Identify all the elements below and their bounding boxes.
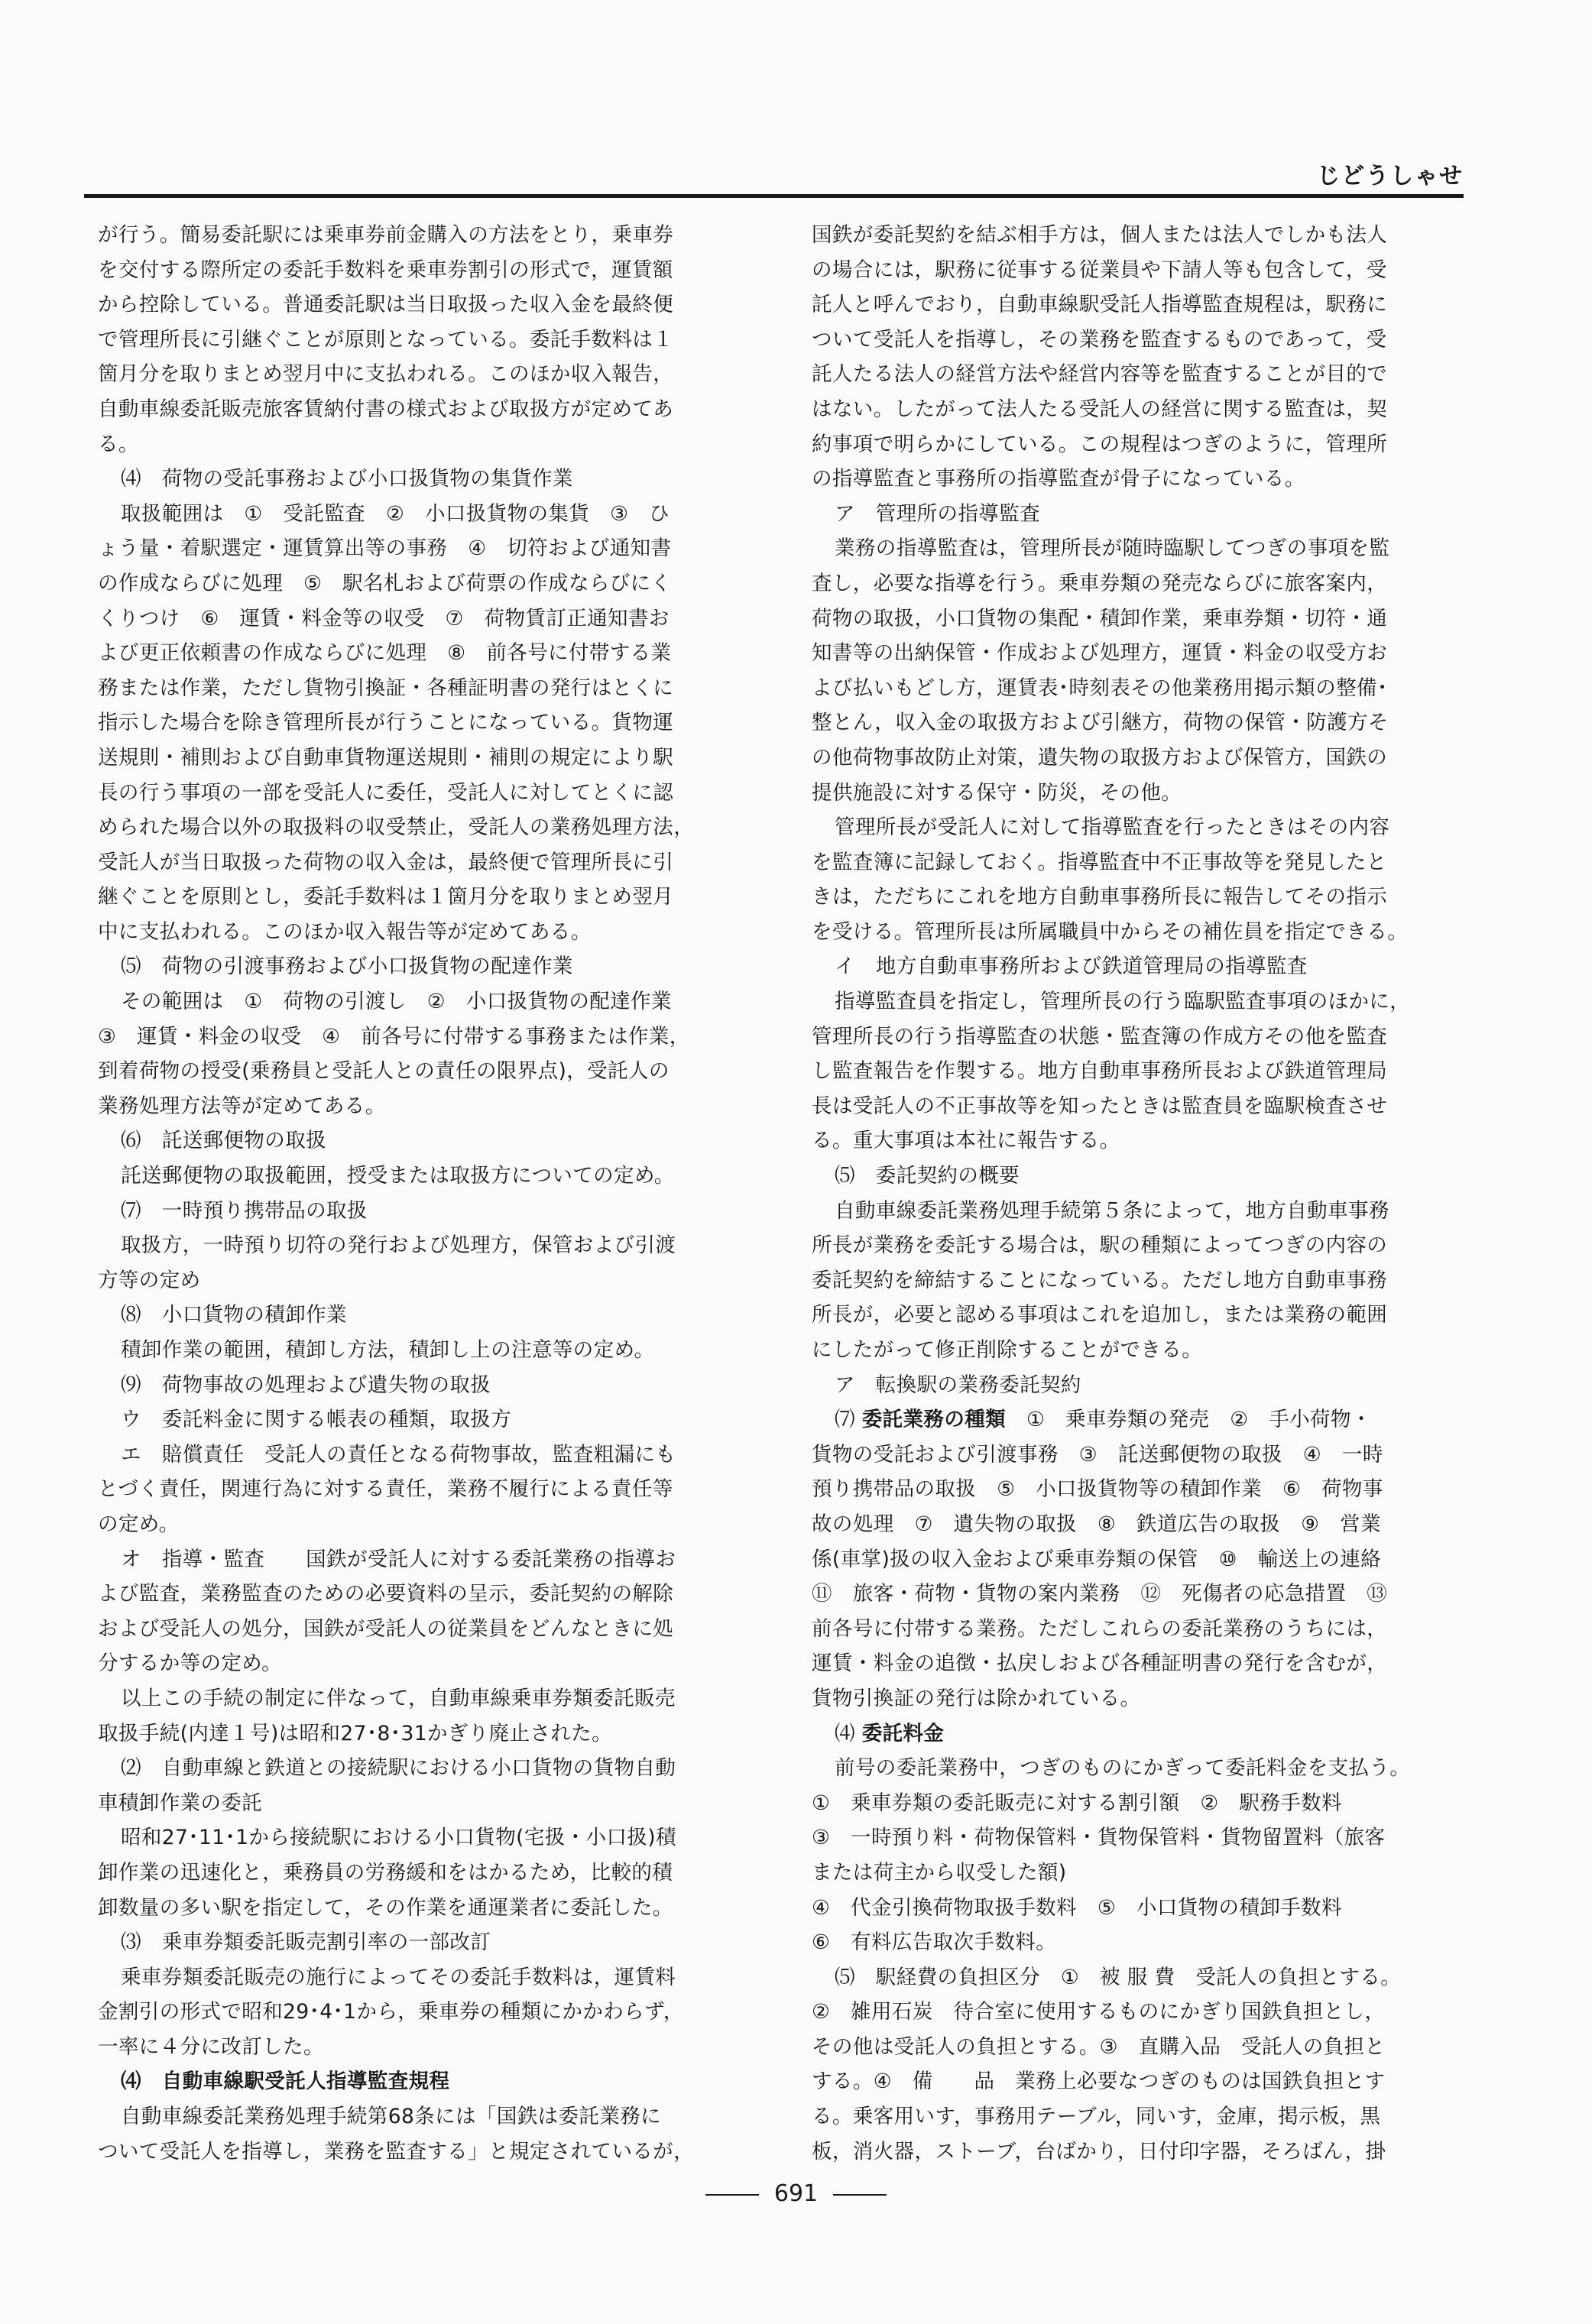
line-text: エ 賠償責任 受託人の責任となる荷物事故，監査粗漏にも (121, 1442, 676, 1467)
line-text: ウ 委託料金に関する帳表の種類，取扱方 (121, 1408, 512, 1432)
text-line (812, 636, 1484, 671)
text-line (812, 462, 1484, 497)
text-line (98, 601, 782, 637)
section-heading (98, 1751, 782, 1786)
text-line (812, 1542, 1484, 1577)
text-line (98, 880, 782, 915)
line-text: が行う。簡易委託駅には乗車券前金購入の方法をとり，乗車券 (98, 223, 674, 247)
text-line (812, 2134, 1484, 2170)
text-line (812, 984, 1484, 1019)
line-text: ② 雑用石炭 待合室に使用するものにかぎり国鉄負担とし， (812, 2000, 1386, 2024)
line-text: 自動車線委託販売旅客賃納付書の様式および取扱方が定めてあ (98, 397, 674, 421)
line-text: 前号の委託業務中，つぎのものにかぎって委託料金を支払う。 (835, 1756, 1411, 1781)
section-heading (812, 949, 1484, 984)
line-text: はない。したがって法人たる受託人の経営に関する監査は，契 (812, 397, 1388, 421)
text-line (98, 1612, 782, 1647)
line-text: 係(車掌)扱の収入金および乗車券類の保管 ⑩ 輸送上の連絡 (812, 1547, 1382, 1571)
line-text: 提供施設に対する保守・防災，その他。 (812, 780, 1182, 805)
text-line (98, 741, 782, 776)
line-text: ⑪ 旅客・荷物・貨物の案内業務 ⑫ 死傷者の応急措置 ⑬ (812, 1582, 1388, 1606)
right-column (812, 218, 1484, 2169)
text-line (812, 1925, 1484, 1960)
section-heading (812, 1960, 1484, 1995)
line-text: ⑷ 委託料金 (835, 1721, 945, 1745)
text-line (812, 1786, 1484, 1821)
line-text: の作成ならびに処理 ⑤ 駅名札および荷票の作成ならびにく (98, 571, 672, 595)
text-line (812, 2030, 1484, 2065)
text-line (98, 1228, 782, 1263)
line-text: ① 乗車券類の委託販売に対する割引額 ② 駅務手数料 (812, 1791, 1342, 1815)
text-line (812, 1333, 1484, 1368)
line-text: 査し，必要な指導を行う。乗車券類の発売ならびに旅客案内， (812, 571, 1388, 595)
line-text: ついて受託人を指導し，その業務を監査するものであって，受 (812, 327, 1387, 352)
text-line (98, 287, 782, 323)
text-line (98, 705, 782, 741)
text-line (98, 1472, 782, 1507)
line-text: 約事項で明らかにしている。この規程はつぎのように，管理所 (812, 432, 1388, 456)
text-line (812, 531, 1484, 566)
line-text: ⑵ 自動車線と鉄道との接続駅における小口貨物の貨物自動 (121, 1756, 676, 1781)
text-line (812, 1298, 1484, 1333)
text-line (98, 218, 782, 253)
line-text: 託人たる法人の経営方法や経営内容等を監査することが目的で (812, 362, 1388, 387)
running-title: じどうしゃせ (1317, 163, 1464, 190)
text-line (812, 601, 1484, 637)
line-text: 指示した場合を除き管理所長が行うことになっている。貨物運 (98, 711, 674, 735)
text-line (812, 1612, 1484, 1647)
text-line (812, 1019, 1484, 1055)
text-line (812, 1820, 1484, 1856)
text-line (812, 1751, 1484, 1786)
section-heading (812, 1716, 1484, 1752)
text-line (812, 1438, 1484, 1473)
line-text: 箇月分を取りまとめ翌月中に支払われる。このほか収入報告， (98, 362, 674, 387)
line-text: 預り携帯品の取扱 ⑤ 小口扱貨物等の積卸作業 ⑥ 荷物事 (812, 1477, 1383, 1502)
text-line (812, 810, 1484, 845)
text-line (98, 323, 782, 358)
line-text: の指導監査と事務所の指導監査が骨子になっている。 (812, 467, 1305, 491)
line-text: ⑷ 荷物の受託事務および小口扱貨物の集貨作業 (121, 467, 573, 491)
line-text: し監査報告を作製する。地方自動車事務所長および鉄道管理局 (812, 1059, 1388, 1084)
line-text: ア 転換駅の業務委託契約 (835, 1373, 1081, 1397)
line-text: 所長が業務を委託する場合は，駅の種類によってつぎの内容の (812, 1233, 1388, 1258)
section-heading (98, 1123, 782, 1159)
text-line (812, 1089, 1484, 1124)
line-text: その範囲は ① 荷物の引渡し ② 小口扱貨物の配達作業 (121, 990, 672, 1014)
section-heading (98, 1438, 782, 1473)
line-text: ⑶ 乗車券類委託販売割引率の一部改訂 (121, 1930, 491, 1955)
line-text: 取扱範囲は ① 受託監査 ② 小口扱貨物の集貨 ③ ひ (121, 501, 670, 526)
section-heading (812, 1402, 1484, 1438)
line-text: 管理所長の行う指導監査の状態・監査簿の作成方その他を監査 (812, 1024, 1388, 1049)
text-line (812, 1054, 1484, 1089)
text-line (98, 357, 782, 392)
section-heading (98, 1368, 782, 1403)
line-text: 知書等の出納保管・作成および処理方，運賃・料金の収受方お (812, 641, 1388, 666)
text-line (812, 566, 1484, 601)
text-line (812, 671, 1484, 706)
line-text: ⑸ 駅経費の負担区分 ① 被 服 費 受託人の負担とする。 (835, 1965, 1402, 1989)
line-text: する。④ 備 品 業務上必要なつぎのものは国鉄負担とす (812, 2070, 1386, 2094)
line-text: または荷主から収受した額) (812, 1860, 1067, 1885)
text-line (98, 253, 782, 288)
line-text: ア 管理所の指導監査 (835, 501, 1040, 526)
page-number-dash-left (705, 2194, 759, 2196)
text-line (812, 2064, 1484, 2099)
line-text: 前各号に付帯する業務。ただしこれらの委託業務のうちには， (812, 1616, 1388, 1641)
line-text: 長の行う事項の一部を受託人に委任，受託人に対してとくに認 (98, 780, 674, 805)
text-line (812, 1891, 1484, 1926)
line-text: ついて受託人を指導し，業務を監査する」と規定されているが， (98, 2139, 695, 2164)
line-text: 車積卸作業の委託 (98, 1791, 263, 1815)
line-text: 中に支払われる。このほか収入報告等が定めてある。 (98, 919, 592, 944)
line-text: 自動車線委託業務処理手続第５条によって，地方自動車事務 (835, 1198, 1389, 1223)
text-line (812, 1995, 1484, 2030)
line-text: の他荷物事故防止対策，遺失物の取扱方および保管方，国鉄の (812, 745, 1388, 770)
left-column (98, 218, 782, 2169)
text-line (98, 427, 782, 462)
line-text: 業務処理方法等が定めてある。 (98, 1094, 386, 1118)
line-text: 委託契約を締結することになっている。ただし地方自動車事務 (812, 1268, 1388, 1292)
section-heading (98, 1194, 782, 1229)
text-line (812, 218, 1484, 253)
line-text: ③ 運賃・料金の収受 ④ 前各号に付帯する事務または作業， (98, 1024, 690, 1049)
text-line (98, 1856, 782, 1891)
text-line (98, 984, 782, 1019)
text-line (98, 810, 782, 845)
line-text: の定め。 (98, 1512, 180, 1536)
line-text: められた場合以外の取扱料の収受禁止，受託人の業務処理方法， (98, 815, 695, 840)
text-line (98, 636, 782, 671)
line-text: オ 指導・監査 国鉄が受託人に対する委託業務の指導お (121, 1547, 676, 1571)
text-line (812, 287, 1484, 323)
line-text: ょう量・着駅選定・運賃算出等の事務 ④ 切符および通知書 (98, 536, 672, 561)
line-text: 金割引の形式で昭和29･4･1から，乗車券の種類にかかわらず， (98, 2000, 684, 2024)
text-line (98, 1716, 782, 1752)
line-text: よび更正依頼書の作成ならびに処理 ⑧ 前各号に付帯する業 (98, 641, 672, 666)
line-text: で管理所長に引継ぐことが原則となっている。委託手数料は１ (98, 327, 674, 352)
line-text: ⑺ 一時預り携帯品の取扱 (121, 1198, 368, 1223)
text-line (98, 1507, 782, 1542)
line-text: を監査簿に記録しておく。指導監査中不正事故等を発見したと (812, 850, 1387, 874)
text-line (812, 253, 1484, 288)
page-number: 691 (773, 2180, 819, 2207)
page-footer (0, 2180, 1592, 2207)
text-line (98, 776, 782, 811)
text-line (812, 1856, 1484, 1891)
line-text: 整とん，収入金の取扱方および引継方，荷物の保管・防護方そ (812, 711, 1389, 735)
line-text: 板，消火器，ストーブ，台ばかり，日付印字器，そろばん，掛 (812, 2139, 1386, 2164)
section-heading (98, 1925, 782, 1960)
text-line (812, 845, 1484, 880)
line-text: から控除している。普通委託駅は当日取扱った収入金を最終便 (98, 293, 674, 317)
text-line (812, 1507, 1484, 1542)
line-text: その他は受託人の負担とする。③ 直購入品 受託人の負担と (812, 2034, 1386, 2059)
text-line (812, 1681, 1484, 1716)
text-line (812, 1472, 1484, 1507)
line-text: 長は受託人の不正事故等を知ったときは監査員を臨駅検査させ (812, 1094, 1388, 1118)
text-line (98, 1995, 782, 2030)
line-text: 卸数量の多い駅を指定して，その作業を通運業者に委託した。 (98, 1895, 673, 1920)
line-text: 託人と呼んでおり，自動車線駅受託人指導監査規程は，駅務に (812, 293, 1388, 317)
text-line (812, 1577, 1484, 1612)
text-line (812, 1123, 1484, 1159)
line-text: 分するか等の定め。 (98, 1651, 283, 1676)
text-line (98, 566, 782, 601)
text-line (812, 1228, 1484, 1263)
line-text: 一率に４分に改訂した。 (98, 2034, 324, 2059)
line-text: ④ 代金引換荷物取扱手数料 ⑤ 小口貨物の積卸手数料 (812, 1895, 1342, 1920)
line-text: 託送郵便物の取扱範囲，授受または取扱方についての定め。 (121, 1164, 675, 1188)
line-text: 取扱手続(内達１号)は昭和27･8･31かぎり廃止された。 (98, 1721, 613, 1745)
line-text: 昭和27･11･1から接続駅における小口貨物(宅扱・小口扱)積 (121, 1826, 676, 1850)
section-heading (812, 497, 1484, 532)
text-line (812, 427, 1484, 462)
text-line (98, 1681, 782, 1716)
text-line (98, 845, 782, 880)
line-text: の場合には，駅務に従事する従業員や下請人等も包含して，受 (812, 258, 1387, 282)
text-line (812, 1194, 1484, 1229)
line-text: および受託人の処分，国鉄が受託人の従業員をどんなときに処 (98, 1616, 674, 1641)
text-line (98, 1646, 782, 1681)
line-text: ⑥ 有料広告取次手数料。 (812, 1930, 1057, 1955)
text-line (98, 2099, 782, 2134)
line-text: を交付する際所定の委託手数料を乗車券割引の形式で，運賃額 (98, 258, 673, 282)
text-line (98, 1577, 782, 1612)
line-text: 貨物引換証の発行は除かれている。 (812, 1686, 1141, 1710)
line-text: 管理所長が受託人に対して指導監査を行ったときはその内容 (835, 815, 1390, 840)
line-text: を受ける。管理所長は所属職員中からその補佐員を指定できる。 (812, 919, 1409, 944)
text-line (812, 880, 1484, 915)
line-text: 継ぐことを原則とし，委託手数料は１箇月分を取りまとめ翌月 (98, 885, 674, 909)
text-line (98, 1054, 782, 1089)
text-line (98, 915, 782, 950)
text-line (812, 741, 1484, 776)
line-text: イ 地方自動車事務所および鉄道管理局の指導監査 (835, 955, 1308, 979)
text-line (812, 915, 1484, 950)
line-text: 受託人が当日取扱った荷物の収入金は，最終便で管理所長に引 (98, 850, 674, 874)
page-number-dash-right (833, 2194, 887, 2196)
line-text: ⑺ 委託業務の種類 ① 乗車券類の発売 ② 手小荷物・ (835, 1408, 1372, 1432)
text-line (98, 1019, 782, 1055)
line-text: ⑹ 託送郵便物の取扱 (121, 1129, 326, 1153)
text-line (98, 1786, 782, 1821)
line-text: 業務の指導監査は，管理所長が随時臨駅してつぎの事項を監 (835, 536, 1390, 561)
text-line (98, 1333, 782, 1368)
text-line (812, 392, 1484, 427)
line-text: る。乗客用いす，事務用テーブル，同いす，金庫，掲示板，黒 (812, 2105, 1381, 2129)
text-line (812, 776, 1484, 811)
line-text: ⑷ 自動車線駅受託人指導監査規程 (121, 2070, 450, 2094)
section-heading (98, 2064, 782, 2099)
line-text: きは，ただちにこれを地方自動車事務所長に報告してその指示 (812, 885, 1388, 909)
text-line (98, 2030, 782, 2065)
text-line (98, 671, 782, 706)
line-text: くりつけ ⑥ 運賃・料金等の収受 ⑦ 荷物賃訂正通知書お (98, 606, 670, 630)
section-heading (98, 1402, 782, 1438)
text-line (812, 1263, 1484, 1298)
line-text: 務または作業，ただし貨物引換証・各種証明書の発行はとくに (98, 676, 674, 700)
text-line (98, 392, 782, 427)
line-text: 運賃・料金の追徴・払戻しおよび各種証明書の発行を含むが， (812, 1651, 1388, 1676)
line-text: る。重大事項は本社に報告する。 (812, 1129, 1120, 1153)
line-text: よび払いもどし方，運賃表･時刻表その他業務用掲示類の整備･ (812, 676, 1388, 700)
bold-term: 委託業務の種類 (861, 1408, 1007, 1432)
line-text: 取扱方，一時預り切符の発行および処理方，保管および引渡 (121, 1233, 676, 1258)
text-line (98, 1891, 782, 1926)
line-text: 卸作業の迅速化と，乗務員の労務緩和をはかるため，比較的積 (98, 1860, 673, 1885)
line-text: 指導監査員を指定し，管理所長の行う臨駅監査事項のほかに， (835, 990, 1411, 1014)
line-text: 所長が，必要と認める事項はこれを追加し，または業務の範囲 (812, 1303, 1388, 1327)
section-heading (98, 462, 782, 497)
section-heading (98, 949, 782, 984)
text-line (98, 531, 782, 566)
section-heading (98, 1298, 782, 1333)
text-line (98, 2134, 782, 2170)
line-text: とづく責任，関連行為に対する責任，業務不履行による責任等 (98, 1477, 673, 1502)
bold-term: 委託料金 (861, 1721, 945, 1745)
line-text: ⑸ 委託契約の概要 (835, 1164, 1020, 1188)
text-line (98, 1263, 782, 1298)
line-text: ⑸ 荷物の引渡事務および小口扱貨物の配達作業 (121, 955, 573, 979)
text-line (98, 1089, 782, 1124)
line-text: 故の処理 ⑦ 遺失物の取扱 ⑧ 鉄道広告の取扱 ⑨ 営業 (812, 1512, 1381, 1536)
section-heading (812, 1368, 1484, 1403)
line-text: 積卸作業の範囲，積卸し方法，積卸し上の注意等の定め。 (121, 1338, 655, 1362)
line-text: 方等の定め (98, 1268, 201, 1292)
header-rule (84, 194, 1464, 198)
line-text: にしたがって修正削除することができる。 (812, 1338, 1203, 1362)
line-text: 国鉄が委託契約を結ぶ相手方は，個人または法人でしかも法人 (812, 223, 1388, 247)
text-line (812, 2099, 1484, 2134)
text-line (98, 497, 782, 532)
line-text: よび監査，業務監査のための必要資料の呈示，委託契約の解除 (98, 1582, 674, 1606)
section-heading (812, 1159, 1484, 1194)
line-text: 自動車線委託業務処理手続第68条には「国鉄は委託業務に (121, 2105, 662, 2129)
text-line (812, 705, 1484, 741)
line-text: ③ 一時預り料・荷物保管料・貨物保管料・貨物留置料（旅客 (812, 1826, 1386, 1850)
line-text: 乗車券類委託販売の施行によってその委託手数料は，運賃料 (121, 1965, 676, 1989)
section-heading (98, 1542, 782, 1577)
line-text: ⑻ 小口貨物の積卸作業 (121, 1303, 347, 1327)
line-text: ⑼ 荷物事故の処理および遺失物の取扱 (121, 1373, 491, 1397)
text-line (98, 1820, 782, 1856)
line-text: 以上この手続の制定に伴なって，自動車線乗車券類委託販売 (121, 1686, 676, 1710)
text-line (812, 357, 1484, 392)
text-line (812, 323, 1484, 358)
text-line (98, 1960, 782, 1995)
line-text: 送規則・補則および自動車貨物運送規則・補則の規定により駅 (98, 745, 674, 770)
line-text: 貨物の受託および引渡事務 ③ 託送郵便物の取扱 ④ 一時 (812, 1442, 1383, 1467)
text-line (98, 1159, 782, 1194)
line-text: 到着荷物の授受(乗務員と受託人との責任の限界点)，受託人の (98, 1059, 670, 1084)
line-text: る。 (98, 432, 139, 456)
line-text: 荷物の取扱，小口貨物の集配・積卸作業，乗車券類・切符・通 (812, 606, 1388, 630)
text-line (812, 1646, 1484, 1681)
